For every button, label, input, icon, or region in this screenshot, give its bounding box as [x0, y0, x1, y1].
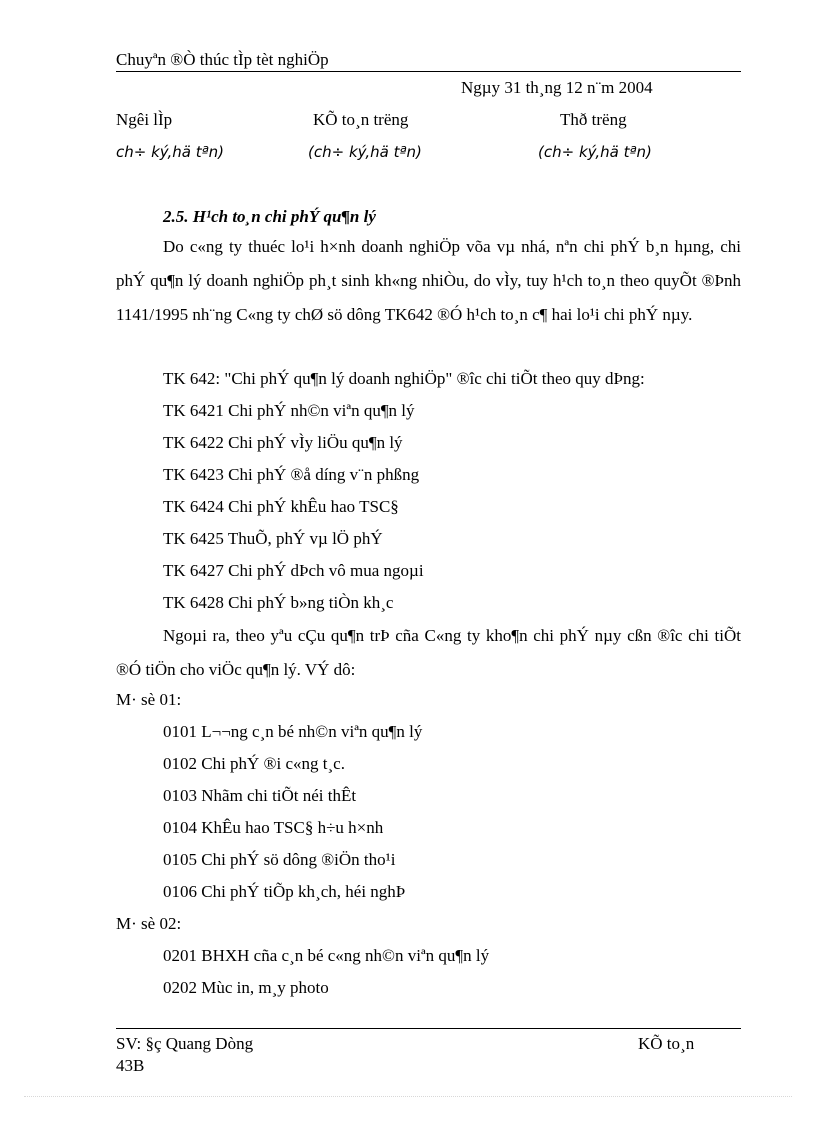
tk-item: TK 6428 Chi phÝ b»ng tiÒn kh¸c [163, 593, 394, 612]
page-bottom-dotted-line [24, 1096, 792, 1097]
date-line: Ngµy 31 th¸ng 12 n¨m 2004 [461, 78, 653, 97]
list-item: 0103 Nhãm chi tiÕt néi thÊt [163, 786, 357, 805]
section-intro-paragraph [116, 230, 741, 332]
list-item: 0105 Chi phÝ sö dông ®iÖn tho¹i [163, 850, 396, 869]
tk642-line: TK 642: "Chi phÝ qu¶n lý doanh nghiÖp" ®îc chi tiÕt theo quy dÞng: [163, 369, 645, 388]
list-item: 0202 Mùc in, m¸y photo [163, 978, 329, 997]
list-item: 0201 BHXH cña c¸n bé c«ng nh©n viªn qu¶n lý [163, 946, 490, 965]
footer-student: SV: §ç Quang Dòng [116, 1034, 254, 1053]
list-item: 0106 Chi phÝ tiÕp kh¸ch, héi nghÞ [163, 882, 406, 901]
signature-note-chief-accountant: (ch÷ ký,hä tªn) [308, 143, 422, 161]
tk-item: TK 6421 Chi phÝ nh©n viªn qu¶n lý [163, 401, 415, 420]
tk-item: TK 6423 Chi phÝ ®å díng v¨n phßng [163, 465, 420, 484]
list-item: 0102 Chi phÝ ®i c«ng t¸c. [163, 754, 345, 773]
tk-item: TK 6425 ThuÕ, phÝ vµ lÖ phÝ [163, 529, 383, 548]
signature-role-director: Thð trëng [560, 110, 627, 129]
section-intro-text: Do c«ng ty thuéc lo¹i h×nh doanh nghiÖp võa vµ nhá, nªn chi phÝ b¸n hµng, chi phÝ qu¶n lý doanh nghiÖp ph¸t sinh kh«ng nhiÒu, do vÌy, tuy h¹ch to¸n theo quyÕt ®Þnh 1141/1995 nh¨ng C«ng ty chØ sö dông TK642 ®Ó h¹ch to¸n c¶ hai lo¹i chi phÝ nµy. [116, 237, 741, 324]
footer-rule [116, 1028, 741, 1029]
section-heading: 2.5. H¹ch to¸n chi phÝ qu¶n lý [163, 207, 376, 226]
footer-class: 43B [116, 1056, 145, 1075]
signature-role-chief-accountant: KÕ to¸n trëng [313, 110, 409, 129]
signature-role-preparer: Ngêi lÌp [116, 110, 173, 129]
list-item: 0101 L¬¬ng c¸n bé nh©n viªn qu¶n lý [163, 722, 423, 741]
tk-item: TK 6427 Chi phÝ dÞch vô mua ngoµi [163, 561, 424, 580]
tk-item: TK 6424 Chi phÝ khÊu hao TSC§ [163, 497, 399, 516]
signature-note-director: (ch÷ ký,hä tªn) [538, 143, 652, 161]
footer-department: KÕ to¸n [638, 1034, 695, 1053]
section-outro-paragraph [116, 619, 741, 687]
group-label-02: M· sè 02: [116, 914, 182, 933]
list-item: 0104 KhÊu hao TSC§ h÷u h×nh [163, 818, 384, 837]
group-label-01: M· sè 01: [116, 690, 182, 709]
header-rule [116, 71, 741, 72]
signature-note-preparer: ch÷ ký,hä tªn) [116, 143, 225, 161]
page-header-title: Chuyªn ®Ò thúc tÌp tèt nghiÖp [116, 50, 329, 69]
tk-item: TK 6422 Chi phÝ vÌy liÖu qu¶n lý [163, 433, 403, 452]
section-outro-text: Ngoµi ra, theo yªu cÇu qu¶n trÞ cña C«ng ty kho¶n chi phÝ nµy cßn ®îc chi tiÕt ®Ó tiÖn cho viÖc qu¶n lý. VÝ dô: [116, 626, 741, 679]
